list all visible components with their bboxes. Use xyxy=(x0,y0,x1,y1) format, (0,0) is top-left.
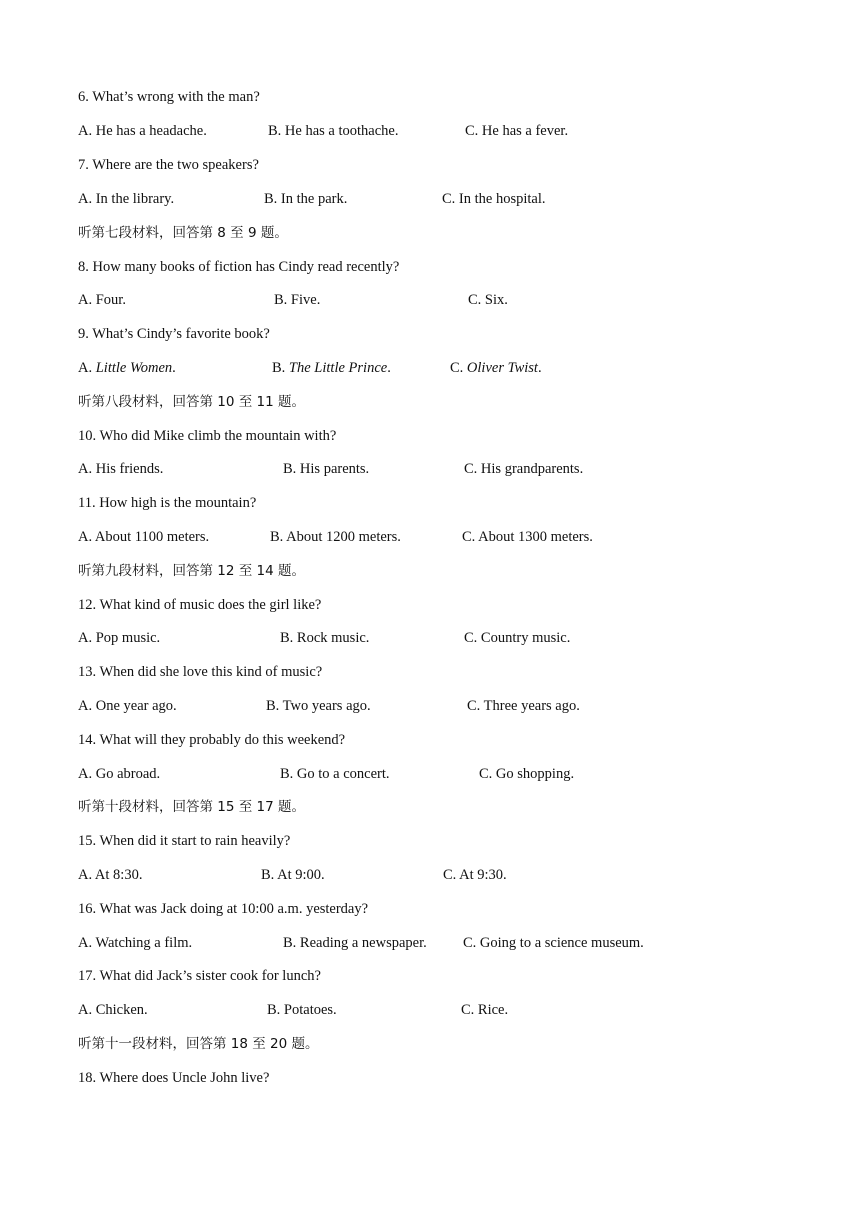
question-17-stem: 17. What did Jack’s sister cook for lunch? xyxy=(78,968,321,984)
question-6-stem: 6. What’s wrong with the man? xyxy=(78,89,260,105)
question-17-option-b: B. Potatoes. xyxy=(267,1002,337,1018)
question-6-option-a: A. He has a headache. xyxy=(78,123,207,139)
question-6-option-b: B. He has a toothache. xyxy=(268,123,399,139)
section-11-instruction: 听第十一段材料，回答第 18 至 20 题。 xyxy=(78,1036,319,1052)
question-15-option-a: A. At 8:30. xyxy=(78,867,143,883)
question-14-option-a: A. Go abroad. xyxy=(78,766,161,782)
question-13-option-b: B. Two years ago. xyxy=(266,698,371,714)
question-9-option-c: C. Oliver Twist. xyxy=(450,360,542,376)
question-9-option-b: B. The Little Prince. xyxy=(272,360,391,376)
book-title: Little Women xyxy=(95,360,173,376)
question-7-option-a: A. In the library. xyxy=(78,191,175,207)
question-11-stem: 11. How high is the mountain? xyxy=(78,495,257,511)
book-title: The Little Prince xyxy=(288,360,388,376)
question-7-stem: 7. Where are the two speakers? xyxy=(78,157,259,173)
question-15-stem: 15. When did it start to rain heavily? xyxy=(78,833,291,849)
question-8-option-a: A. Four. xyxy=(78,292,126,308)
question-11-option-a: A. About 1100 meters. xyxy=(78,529,210,545)
question-17-option-c: C. Rice. xyxy=(461,1002,509,1018)
question-12-stem: 12. What kind of music does the girl like? xyxy=(78,597,322,613)
section-8-instruction: 听第八段材料，回答第 10 至 11 题。 xyxy=(78,394,306,410)
question-14-stem: 14. What will they probably do this weekend? xyxy=(78,732,346,748)
question-15-option-b: B. At 9:00. xyxy=(261,867,325,883)
question-10-option-b: B. His parents. xyxy=(283,461,370,477)
question-10-option-a: A. His friends. xyxy=(78,461,164,477)
question-14-option-c: C. Go shopping. xyxy=(479,766,575,782)
question-8-option-b: B. Five. xyxy=(274,292,321,308)
section-7-instruction: 听第七段材料，回答第 8 至 9 题。 xyxy=(78,225,288,241)
section-9-instruction: 听第九段材料，回答第 12 至 14 题。 xyxy=(78,563,306,579)
question-16-option-a: A. Watching a film. xyxy=(78,935,193,951)
question-11-option-c: C. About 1300 meters. xyxy=(462,529,593,545)
question-13-stem: 13. When did she love this kind of music? xyxy=(78,664,323,680)
question-12-option-a: A. Pop music. xyxy=(78,630,161,646)
question-17-option-a: A. Chicken. xyxy=(78,1002,148,1018)
question-10-option-c: C. His grandparents. xyxy=(464,461,584,477)
question-16-stem: 16. What was Jack doing at 10:00 a.m. yesterday? xyxy=(78,901,369,917)
question-15-option-c: C. At 9:30. xyxy=(443,867,507,883)
question-6-option-c: C. He has a fever. xyxy=(465,123,569,139)
question-7-option-c: C. In the hospital. xyxy=(442,191,546,207)
question-18-stem: 18. Where does Uncle John live? xyxy=(78,1070,270,1086)
question-8-stem: 8. How many books of fiction has Cindy read recently? xyxy=(78,259,400,275)
question-13-option-c: C. Three years ago. xyxy=(467,698,580,714)
question-12-option-b: B. Rock music. xyxy=(280,630,370,646)
question-16-option-c: C. Going to a science museum. xyxy=(463,935,644,951)
question-14-option-b: B. Go to a concert. xyxy=(280,766,390,782)
section-10-instruction: 听第十段材料，回答第 15 至 17 题。 xyxy=(78,799,306,815)
question-7-option-b: B. In the park. xyxy=(264,191,348,207)
book-title: Oliver Twist xyxy=(466,360,538,376)
question-8-option-c: C. Six. xyxy=(468,292,508,308)
question-9-stem: 9. What’s Cindy’s favorite book? xyxy=(78,326,270,342)
question-16-option-b: B. Reading a newspaper. xyxy=(283,935,427,951)
question-9-option-a: A. Little Women. xyxy=(78,360,176,376)
question-11-option-b: B. About 1200 meters. xyxy=(270,529,401,545)
question-12-option-c: C. Country music. xyxy=(464,630,571,646)
question-13-option-a: A. One year ago. xyxy=(78,698,177,714)
question-10-stem: 10. Who did Mike climb the mountain with? xyxy=(78,428,337,444)
